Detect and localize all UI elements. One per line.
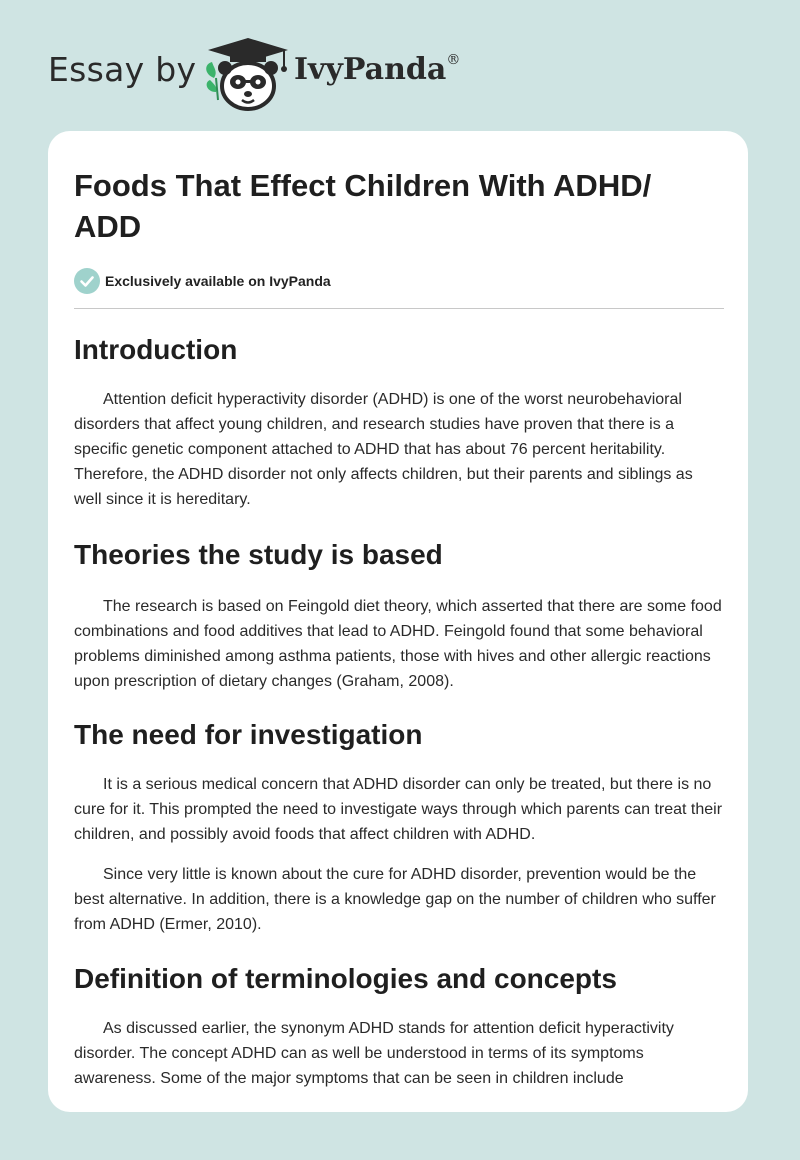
- essay-card: [48, 131, 748, 1112]
- investigation-paragraph-1: It is a serious medical concern that ADHD disorder can only be treated, but there is no cure for it. This prompted the need to investigate ways through which parents can treat their children, and possibly avoid foods that affect children with ADHD.: [74, 776, 723, 843]
- registered-mark: ®: [446, 52, 461, 68]
- brand-name-text: IvyPanda: [294, 52, 447, 87]
- site-header: [0, 0, 800, 130]
- page-title: Foods That Effect Children With ADHD/ ADD: [74, 168, 652, 244]
- title-divider: [74, 308, 724, 309]
- investigation-paragraph-2: Since very little is known about the cure for ADHD disorder, prevention would be the best alternative. In addition, there is a knowledge gap on the number of children who suffer from ADHD (Ermer, 2010).: [74, 866, 716, 933]
- theories-paragraph: The research is based on Feingold diet theory, which asserted that there are some food combinations and food additives that lead to ADHD. Feingold found that some behavioral problems diminished among asthma patients, those with hives and other allergic reactions upon prescription of dietary changes (Graham, 2008).: [74, 598, 722, 690]
- check-circle-icon: [74, 268, 100, 294]
- brand-name[interactable]: [294, 52, 460, 87]
- section-heading-introduction: Introduction: [74, 334, 238, 365]
- section-heading-investigation: The need for investigation: [74, 719, 423, 750]
- essay-content: [74, 131, 724, 1091]
- exclusive-badge: [74, 268, 724, 294]
- section-heading-theories: Theories the study is based: [74, 539, 443, 570]
- panda-graduate-logo-icon[interactable]: [200, 34, 296, 114]
- brand-prefix: Essay by: [48, 50, 197, 89]
- section-heading-definitions: Definition of terminologies and concepts: [74, 963, 617, 994]
- exclusive-badge-text: Exclusively available on IvyPanda: [105, 273, 331, 289]
- introduction-paragraph: Attention deficit hyperactivity disorder (ADHD) is one of the worst neurobehavioral disorders that affect young children, and research studies have proven that there is a specific genetic component attached to ADHD that has about 76 percent heritability. Therefore, the ADHD disorder not only affects children, but their parents and siblings as well since it is hereditary.: [74, 391, 693, 508]
- definitions-paragraph: As discussed earlier, the synonym ADHD stands for attention deficit hyperactivity disorder. The concept ADHD can as well be understood in terms of its symptoms awareness. Some of the major symptoms that can be seen in children include: [74, 1020, 674, 1087]
